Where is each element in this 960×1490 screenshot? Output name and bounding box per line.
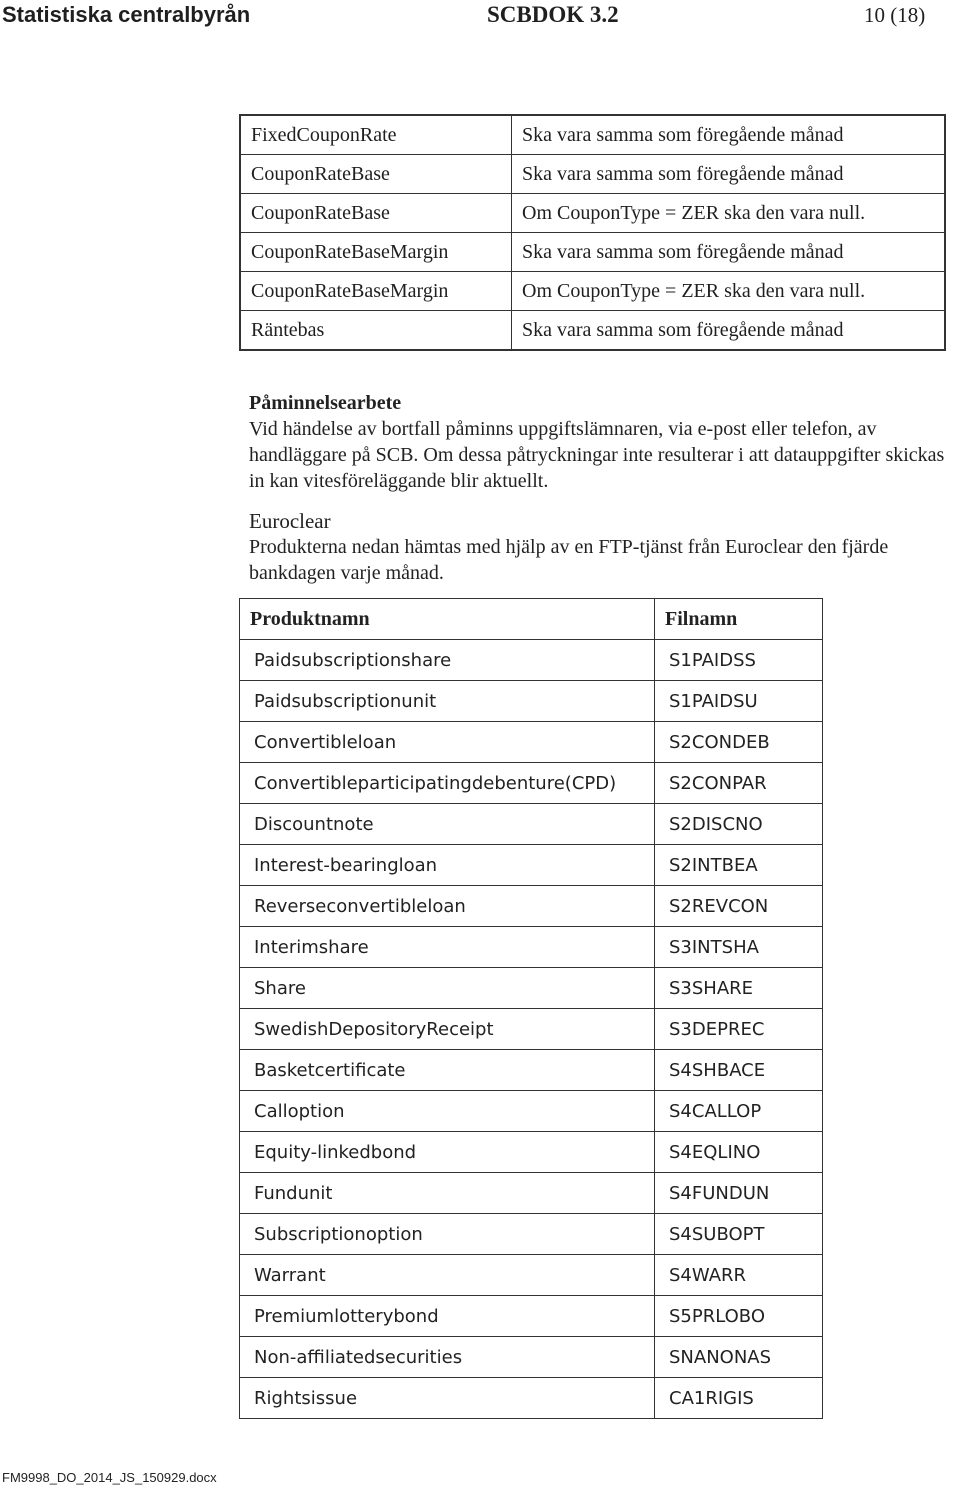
field-rule-cell: Om CouponType = ZER ska den vara null. xyxy=(512,272,946,311)
product-filename-cell: S4SUBOPT xyxy=(655,1214,823,1255)
field-name-cell: CouponRateBaseMargin xyxy=(240,272,512,311)
product-name-cell: Interest-bearingloan xyxy=(240,845,655,886)
product-filename-cell: S3INTSHA xyxy=(655,927,823,968)
field-name-cell: CouponRateBaseMargin xyxy=(240,233,512,272)
product-filename-cell: S1PAIDSU xyxy=(655,681,823,722)
product-name-cell: Calloption xyxy=(240,1091,655,1132)
reminder-section xyxy=(249,390,949,494)
product-name-cell: Discountnote xyxy=(240,804,655,845)
product-row xyxy=(240,1255,823,1296)
product-filename-cell: S3SHARE xyxy=(655,968,823,1009)
field-rule-cell: Ska vara samma som föregående månad xyxy=(512,233,946,272)
euroclear-title: Euroclear xyxy=(249,509,331,533)
product-row xyxy=(240,1091,823,1132)
product-name-cell: Warrant xyxy=(240,1255,655,1296)
organization-name: Statistiska centralbyrån xyxy=(2,2,251,27)
product-row xyxy=(240,1050,823,1091)
field-rule-row xyxy=(240,272,945,311)
product-name-cell: Interimshare xyxy=(240,927,655,968)
product-table-header xyxy=(240,599,823,640)
field-rules-table xyxy=(239,114,946,351)
field-rule-cell: Ska vara samma som föregående månad xyxy=(512,155,946,194)
product-row xyxy=(240,1296,823,1337)
product-filename-cell: S1PAIDSS xyxy=(655,640,823,681)
field-rule-row xyxy=(240,233,945,272)
product-name-cell: Share xyxy=(240,968,655,1009)
product-row xyxy=(240,763,823,804)
reminder-title: Påminnelsearbete xyxy=(249,392,402,414)
field-rule-row xyxy=(240,115,945,155)
euroclear-text: Produkterna nedan hämtas med hjälp av en FTP-tjänst från Euroclear den fjärde bankdagen varje månad. xyxy=(249,536,889,584)
product-filename-cell: S4EQLINO xyxy=(655,1132,823,1173)
field-name-cell: CouponRateBase xyxy=(240,155,512,194)
reminder-text: Vid händelse av bortfall påminns uppgiftslämnaren, via e-post eller telefon, av handläggare på SCB. Om dessa påtryckningar inte resulterar i att datauppgifter skickas in kan vitesföreläggande blir aktuellt. xyxy=(249,418,945,492)
field-name-cell: CouponRateBase xyxy=(240,194,512,233)
product-name-cell: Rightsissue xyxy=(240,1378,655,1419)
product-filename-cell: S4CALLOP xyxy=(655,1091,823,1132)
product-row xyxy=(240,1009,823,1050)
product-row xyxy=(240,968,823,1009)
product-name-cell: Premiumlotterybond xyxy=(240,1296,655,1337)
field-rule-row xyxy=(240,155,945,194)
field-name-cell: FixedCouponRate xyxy=(240,115,512,155)
product-name-cell: Paidsubscriptionunit xyxy=(240,681,655,722)
product-filename-cell: S3DEPREC xyxy=(655,1009,823,1050)
field-rule-cell: Ska vara samma som föregående månad xyxy=(512,115,946,155)
product-row xyxy=(240,804,823,845)
field-rule-cell: Ska vara samma som föregående månad xyxy=(512,311,946,351)
product-name-cell: Subscriptionoption xyxy=(240,1214,655,1255)
product-name-cell: Non-affiliatedsecurities xyxy=(240,1337,655,1378)
product-name-cell: Convertibleloan xyxy=(240,722,655,763)
field-name-cell: Räntebas xyxy=(240,311,512,351)
product-name-cell: Fundunit xyxy=(240,1173,655,1214)
product-row xyxy=(240,640,823,681)
product-row xyxy=(240,722,823,763)
product-table xyxy=(239,598,823,1419)
product-name-cell: Paidsubscriptionshare xyxy=(240,640,655,681)
filename-header: Filnamn xyxy=(655,599,823,640)
product-row xyxy=(240,845,823,886)
euroclear-section xyxy=(249,508,949,586)
product-name-cell: Basketcertificate xyxy=(240,1050,655,1091)
product-name-cell: Equity-linkedbond xyxy=(240,1132,655,1173)
product-name-cell: SwedishDepositoryReceipt xyxy=(240,1009,655,1050)
product-row xyxy=(240,1173,823,1214)
product-row xyxy=(240,1337,823,1378)
product-filename-cell: CA1RIGIS xyxy=(655,1378,823,1419)
product-filename-cell: S4WARR xyxy=(655,1255,823,1296)
product-filename-cell: S2REVCON xyxy=(655,886,823,927)
product-row xyxy=(240,927,823,968)
product-filename-cell: S2INTBEA xyxy=(655,845,823,886)
product-filename-cell: S4FUNDUN xyxy=(655,1173,823,1214)
field-rule-row xyxy=(240,311,945,351)
field-rule-cell: Om CouponType = ZER ska den vara null. xyxy=(512,194,946,233)
product-row xyxy=(240,1378,823,1419)
product-row xyxy=(240,886,823,927)
product-row xyxy=(240,1132,823,1173)
field-rule-row xyxy=(240,194,945,233)
product-filename-cell: S5PRLOBO xyxy=(655,1296,823,1337)
document-id: SCBDOK 3.2 xyxy=(487,2,619,27)
product-name-cell: Convertibleparticipatingdebenture(CPD) xyxy=(240,763,655,804)
page-header xyxy=(0,0,960,36)
product-name-cell: Reverseconvertibleloan xyxy=(240,886,655,927)
product-filename-cell: S4SHBACE xyxy=(655,1050,823,1091)
product-header: Produktnamn xyxy=(240,599,655,640)
product-filename-cell: SNANONAS xyxy=(655,1337,823,1378)
product-row xyxy=(240,681,823,722)
product-filename-cell: S2CONPAR xyxy=(655,763,823,804)
product-row xyxy=(240,1214,823,1255)
page-number: 10 (18) xyxy=(864,3,926,27)
product-filename-cell: S2CONDEB xyxy=(655,722,823,763)
footer-filename: FM9998_DO_2014_JS_150929.docx xyxy=(2,1470,217,1485)
product-filename-cell: S2DISCNO xyxy=(655,804,823,845)
